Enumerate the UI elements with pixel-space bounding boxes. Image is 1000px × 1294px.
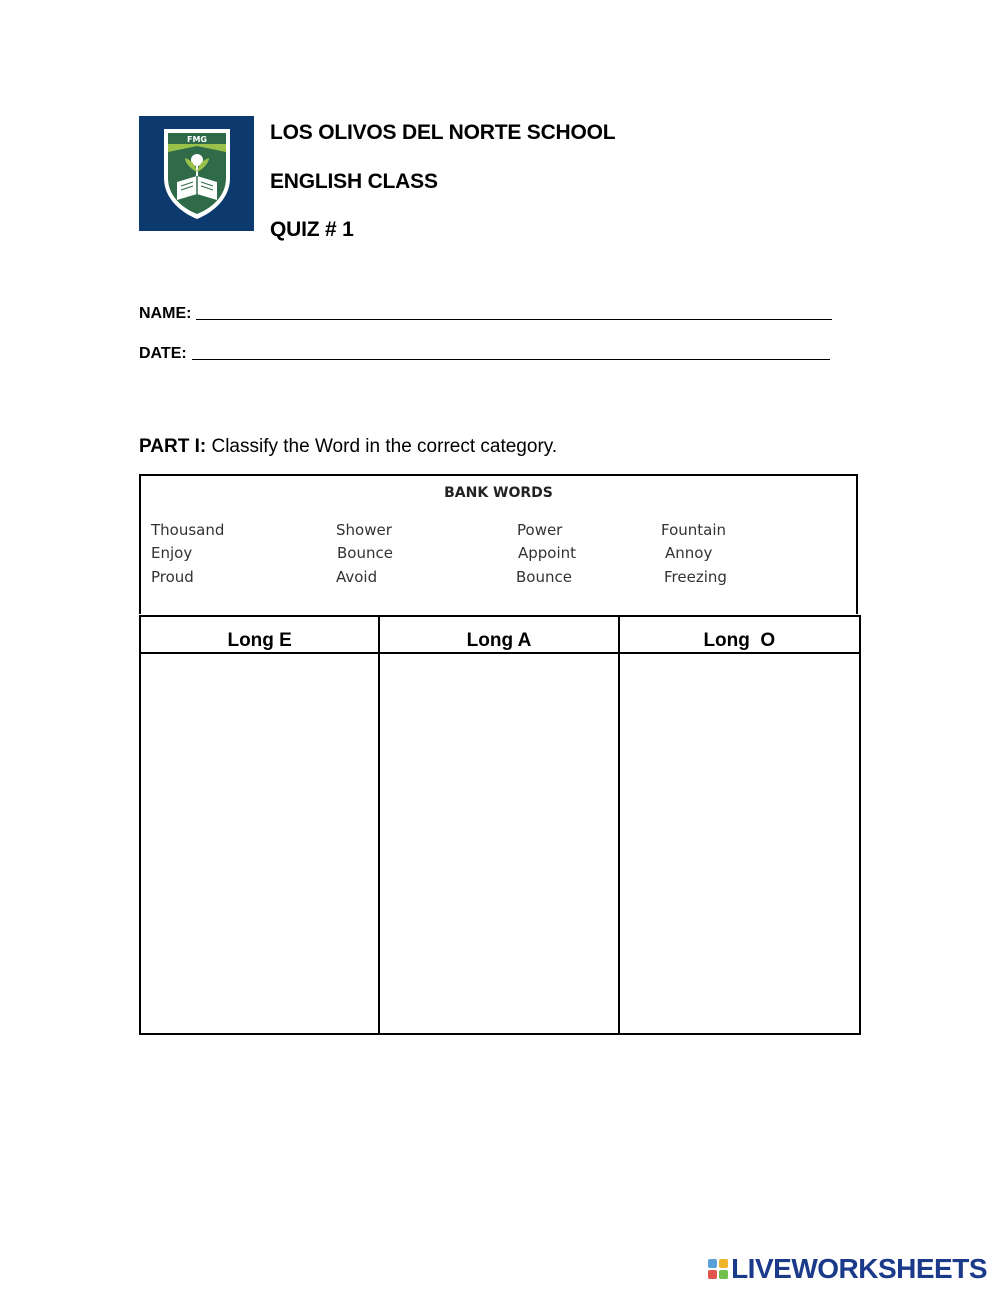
date-field[interactable] <box>139 345 830 363</box>
drop-zone-long-a[interactable] <box>380 654 619 1033</box>
bank-word[interactable]: Appoint <box>518 544 577 562</box>
name-field[interactable] <box>139 305 832 323</box>
school-crest-icon <box>139 116 254 231</box>
bank-word[interactable]: Enjoy <box>151 544 193 562</box>
date-input-line[interactable] <box>192 358 830 360</box>
part-instruction <box>139 436 557 458</box>
category-header-long-e: Long E <box>141 617 380 654</box>
bank-word[interactable]: Bounce <box>516 568 572 586</box>
brand-name: LIVEWORKSHEETS <box>731 1253 987 1284</box>
name-input-line[interactable] <box>196 318 832 320</box>
name-label: NAME: <box>139 305 192 322</box>
school-name: LOS OLIVOS DEL NORTE SCHOOL <box>270 121 616 144</box>
quiz-title: QUIZ # 1 <box>270 218 354 241</box>
svg-text:FMG: FMG <box>187 135 207 144</box>
liveworksheets-logo-icon <box>708 1259 728 1279</box>
bank-word[interactable]: Fountain <box>661 521 727 539</box>
part-label: PART I: <box>139 436 207 457</box>
drop-zone-long-e[interactable] <box>141 654 380 1033</box>
bank-title: BANK WORDS <box>444 485 553 501</box>
bank-word[interactable]: Annoy <box>665 544 713 562</box>
bank-word[interactable]: Bounce <box>337 544 393 562</box>
date-label: DATE: <box>139 345 187 362</box>
category-header-long-a: Long A <box>380 617 619 654</box>
bank-word[interactable]: Avoid <box>336 568 378 586</box>
bank-word[interactable]: Proud <box>151 568 194 586</box>
bank-word[interactable]: Thousand <box>151 521 225 539</box>
liveworksheets-brand[interactable] <box>708 1253 987 1285</box>
part-text: Classify the Word in the correct category. <box>211 436 558 457</box>
bank-word[interactable]: Freezing <box>664 568 727 586</box>
bank-word[interactable]: Power <box>517 521 563 539</box>
school-logo <box>139 116 254 231</box>
logo-text <box>187 135 207 144</box>
word-bank <box>139 474 858 614</box>
category-header-long-o: Long O <box>620 617 859 654</box>
drop-zone-long-o[interactable] <box>620 654 859 1033</box>
category-table <box>139 615 861 1035</box>
class-name: ENGLISH CLASS <box>270 170 438 193</box>
bank-word[interactable]: Shower <box>336 521 392 539</box>
